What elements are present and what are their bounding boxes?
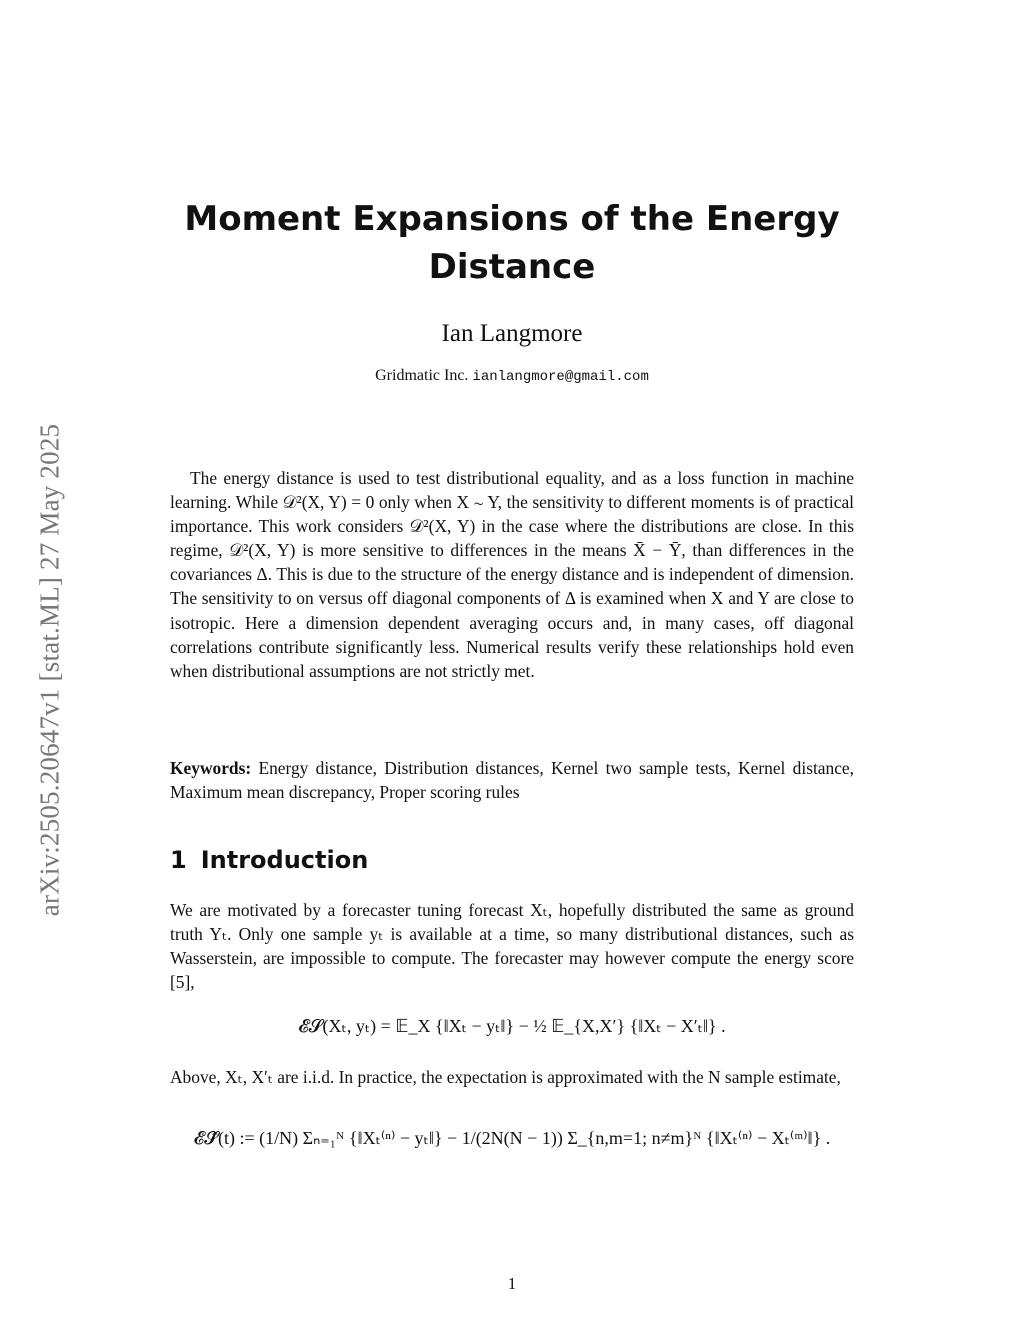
author-name: Ian Langmore (441, 320, 583, 347)
abstract-text: The energy distance is used to test distributional equality, and as a loss function in machine learning. While 𝒟²(X, Y) = 0 only when X ∼ Y, the sensitivity to different moments is of practical importance. This work considers 𝒟²(X, Y) in the case where the distributions are close. In this regime, 𝒟²(X, Y) is more sensitive to differences in the means X̄ − Ȳ, than differences in the covariances Δ. This is due to the structure of the energy distance and is independent of dimension. The sensitivity to on versus off diagonal components of Δ is examined when X and Y are close to isotropic. Here a dimension dependent averaging occurs and, in many cases, off diagonal correlations contribute significantly less. Numerical results verify these relationships hold even when distributional assumptions are not strictly met. (170, 468, 854, 681)
sample-estimate-equation: 𝓔𝓢̂(t) := (1/N) Σₙ₌₁ᴺ {‖Xₜ⁽ⁿ⁾ − yₜ‖} − 1/(2N(N − 1)) Σ_{n,m=1; n≠m}ᴺ {‖Xₜ⁽ⁿ⁾ − Xₜ⁽ᵐ⁾‖} . (193, 1128, 831, 1148)
keywords-block (170, 756, 854, 804)
keywords-list: Energy distance, Distribution distances, Kernel two sample tests, Kernel distance, Maximum mean discrepancy, Proper scoring rules (170, 758, 854, 803)
estimate-paragraph: Above, Xₜ, X′ₜ are i.i.d. In practice, the expectation is approximated with the N sample estimate, (170, 1067, 841, 1087)
page-number: 1 (507, 1274, 517, 1293)
arxiv-identifier-stamp (20, 360, 80, 980)
paper-title: Moment Expansions of the Energy Distance (184, 199, 840, 287)
intro-paragraph: We are motivated by a forecaster tuning forecast Xₜ, hopefully distributed the same as ground truth Yₜ. Only one sample yₜ is available at a time, so many distributional distances, such as Wasserstein, are impossible to compute. The forecaster may however compute the energy score [5], (170, 900, 854, 993)
affiliation-org: Gridmatic Inc. (375, 367, 469, 384)
section-number: 1 (170, 846, 187, 874)
arxiv-identifier-text: arXiv:2505.20647v1 [stat.ML] 27 May 2025 (34, 423, 65, 917)
energy-score-equation: 𝓔𝓢(Xₜ, yₜ) = 𝔼_X {‖Xₜ − yₜ‖} − ½ 𝔼_{X,X′} {‖Xₜ − X′ₜ‖} . (298, 1016, 726, 1036)
section-heading (170, 846, 368, 874)
author-affiliation (170, 367, 854, 385)
section-title: Introduction (200, 846, 369, 874)
author-email[interactable]: ianlangmore@gmail.com (472, 369, 649, 385)
keywords-label: Keywords: (170, 758, 252, 778)
